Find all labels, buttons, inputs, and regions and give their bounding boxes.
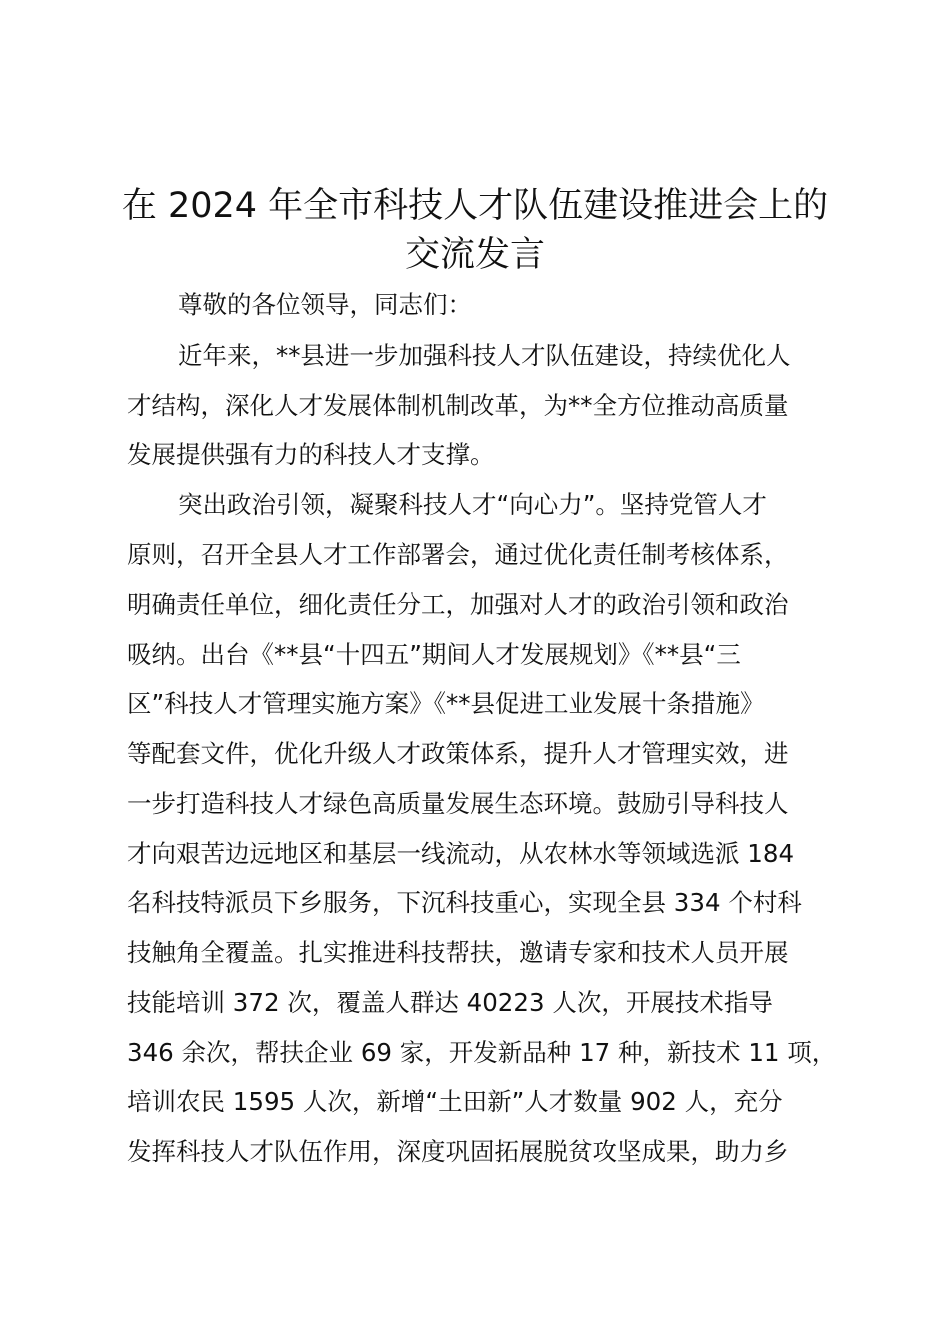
paragraph-line: 一步打造科技人才绿色高质量发展生态环境。鼓励引导科技人 [127, 789, 789, 818]
paragraph-line: 发挥科技人才队伍作用，深度巩固拓展脱贫攻坚成果，助力乡 [127, 1137, 789, 1166]
paragraph-line: 明确责任单位，细化责任分工，加强对人才的政治引领和政治 [127, 590, 789, 619]
paragraph-line: 吸纳。出台《**县“十四五”期间人才发展规划》《**县“三 [127, 640, 741, 669]
salutation: 尊敬的各位领导，同志们： [178, 290, 472, 319]
paragraph-line: 发展提供强有力的科技人才支撑。 [127, 440, 495, 469]
paragraph-line: 等配套文件，优化升级人才政策体系，提升人才管理实效，进 [127, 739, 789, 768]
paragraph-line: 突出政治引领，凝聚科技人才“向心力”。坚持党管人才 [178, 490, 767, 519]
paragraph-line: 才向艰苦边远地区和基层一线流动，从农林水等领域选派 184 [127, 839, 795, 868]
paragraph-line: 346 余次，帮扶企业 69 家，开发新品种 17 种，新技术 11 项， [127, 1038, 837, 1067]
title-line-2: 交流发言 [404, 235, 545, 275]
paragraph-line: 名科技特派员下乡服务，下沉科技重心，实现全县 334 个村科 [127, 888, 802, 917]
paragraph-line: 技能培训 372 次，覆盖人群达 40223 人次，开展技术指导 [127, 988, 773, 1017]
title-line-1: 在 2024 年全市科技人才队伍建设推进会上的 [121, 186, 829, 226]
paragraph-line: 原则，召开全县人才工作部署会，通过优化责任制考核体系， [127, 540, 789, 569]
paragraph-line: 区”科技人才管理实施方案》《**县促进工业发展十条措施》 [127, 689, 765, 718]
document-title [0, 182, 950, 280]
paragraph-line: 才结构，深化人才发展体制机制改革，为**全方位推动高质量 [127, 391, 789, 420]
paragraph-line: 培训农民 1595 人次，新增“土田新”人才数量 902 人，充分 [127, 1087, 783, 1116]
paragraph-line: 近年来，**县进一步加强科技人才队伍建设，持续优化人 [178, 341, 791, 370]
paragraph-line: 技触角全覆盖。扎实推进科技帮扶，邀请专家和技术人员开展 [127, 938, 789, 967]
